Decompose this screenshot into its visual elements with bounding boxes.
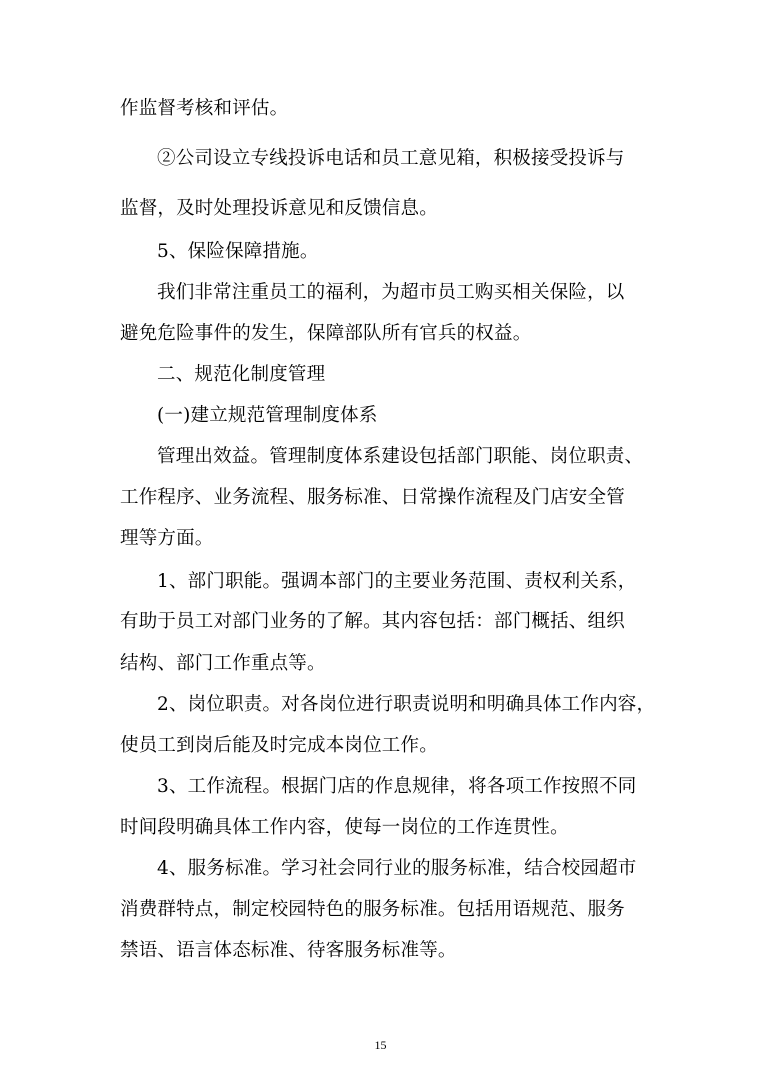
- text-line: 4、服务标准。学习社会同行业的服务标准，结合校园超市: [157, 858, 637, 879]
- text-line: 1、部门职能。强调本部门的主要业务范围、责权利关系，: [157, 571, 637, 592]
- text-line: 禁语、语言体态标准、待客服务标准等。: [120, 940, 457, 961]
- text-line: 结构、部门工作重点等。: [120, 653, 326, 674]
- text-line: 管理出效益。管理制度体系建设包括部门职能、岗位职责、: [157, 446, 644, 467]
- subsection-heading: (一)建立规范管理制度体系: [157, 405, 378, 426]
- text-line: 监督，及时处理投诉意见和反馈信息。: [120, 198, 438, 219]
- text-line: 消费群特点，制定校园特色的服务标准。包括用语规范、服务: [120, 899, 625, 920]
- text-line: ②公司设立专线投诉电话和员工意见箱，积极接受投诉与: [157, 148, 625, 169]
- text-line: 工作程序、业务流程、服务标准、日常操作流程及门店安全管: [120, 487, 625, 508]
- text-line: 有助于员工对部门业务的了解。其内容包括：部门概括、组织: [120, 611, 625, 632]
- text-line: 我们非常注重员工的福利，为超市员工购买相关保险，以: [157, 282, 625, 303]
- text-line: 理等方面。: [120, 528, 214, 549]
- section-heading: 5、保险保障措施。: [157, 241, 319, 262]
- text-line: 3、工作流程。根据门店的作息规律，将各项工作按照不同: [157, 776, 637, 797]
- text-line: 时间段明确具体工作内容，使每一岗位的工作连贯性。: [120, 817, 569, 838]
- text-line: 2、岗位职责。对各岗位进行职责说明和明确具体工作内容，: [157, 694, 656, 715]
- text-line: 作监督考核和评估。: [120, 98, 289, 119]
- page-number: 15: [374, 1038, 387, 1052]
- section-heading: 二、规范化制度管理: [157, 364, 326, 385]
- text-line: 使员工到岗后能及时完成本岗位工作。: [120, 735, 438, 756]
- text-line: 避免危险事件的发生，保障部队所有官兵的权益。: [120, 323, 532, 344]
